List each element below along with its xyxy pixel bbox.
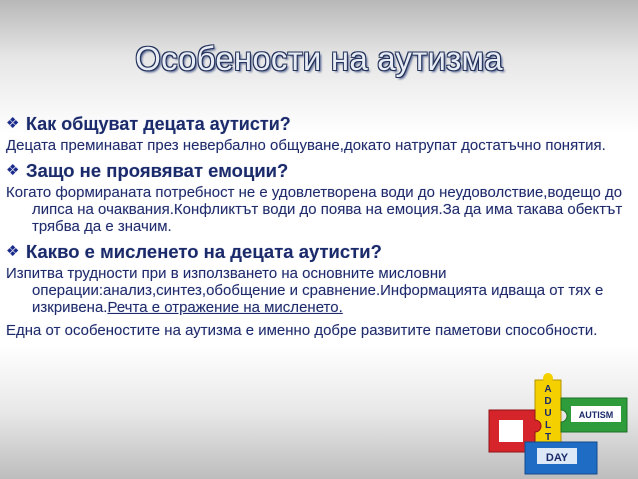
puzzle-letter-u: U — [544, 408, 552, 419]
section-text-emotions: Когато формираната потребност не е удовлетворена води до неудоволствие,водещо до липса на очаквания.Конфликтът води до поява на емоция.За да има такава обектът трябва да е значим. — [6, 184, 623, 235]
diamond-bullet-icon: ❖ — [6, 115, 20, 132]
speech-thinking-link[interactable]: Речта е отражение на мисленето. — [107, 299, 343, 316]
puzzle-knob-yellow — [543, 373, 553, 383]
thinking-text: Изпитва трудности при в използването на основните мисловни операции:анализ,синтез,обобщение и сравнение.Информацията идваща от тях е изкривена. — [6, 265, 604, 316]
puzzle-letter-l: L — [544, 420, 552, 431]
section-heading-communication — [6, 113, 626, 135]
puzzle-letter-t: T — [544, 432, 552, 443]
autism-day-puzzle-logo — [485, 372, 635, 476]
puzzle-letter-d: D — [544, 396, 552, 407]
puzzle-day-label: DAY — [545, 452, 569, 464]
section-heading-text: Какво е мисленето на децата аутисти? — [26, 241, 382, 262]
section-heading-text: Как общуват децата аутисти? — [26, 114, 291, 134]
section-heading-thinking — [6, 241, 626, 263]
slide-content — [6, 113, 626, 345]
section-text-thinking — [6, 265, 626, 316]
closing-text: Една от особеностите на аутизма е именно добре развитите паметови способности. — [6, 322, 598, 339]
section-text-communication: Децата преминават през невербално общуване,докато натрупат достатъчно понятия. — [6, 137, 606, 154]
diamond-bullet-icon: ❖ — [6, 243, 20, 260]
puzzle-letter-a: A — [544, 384, 552, 395]
slide-title: Особености на аутизма — [135, 40, 503, 77]
red-piece-inner — [499, 420, 523, 442]
section-heading-emotions — [6, 160, 626, 182]
puzzle-autism-label: AUTISM — [578, 410, 614, 420]
section-heading-text: Защо не проявяват емоции? — [26, 160, 289, 181]
diamond-bullet-icon: ❖ — [6, 162, 20, 179]
